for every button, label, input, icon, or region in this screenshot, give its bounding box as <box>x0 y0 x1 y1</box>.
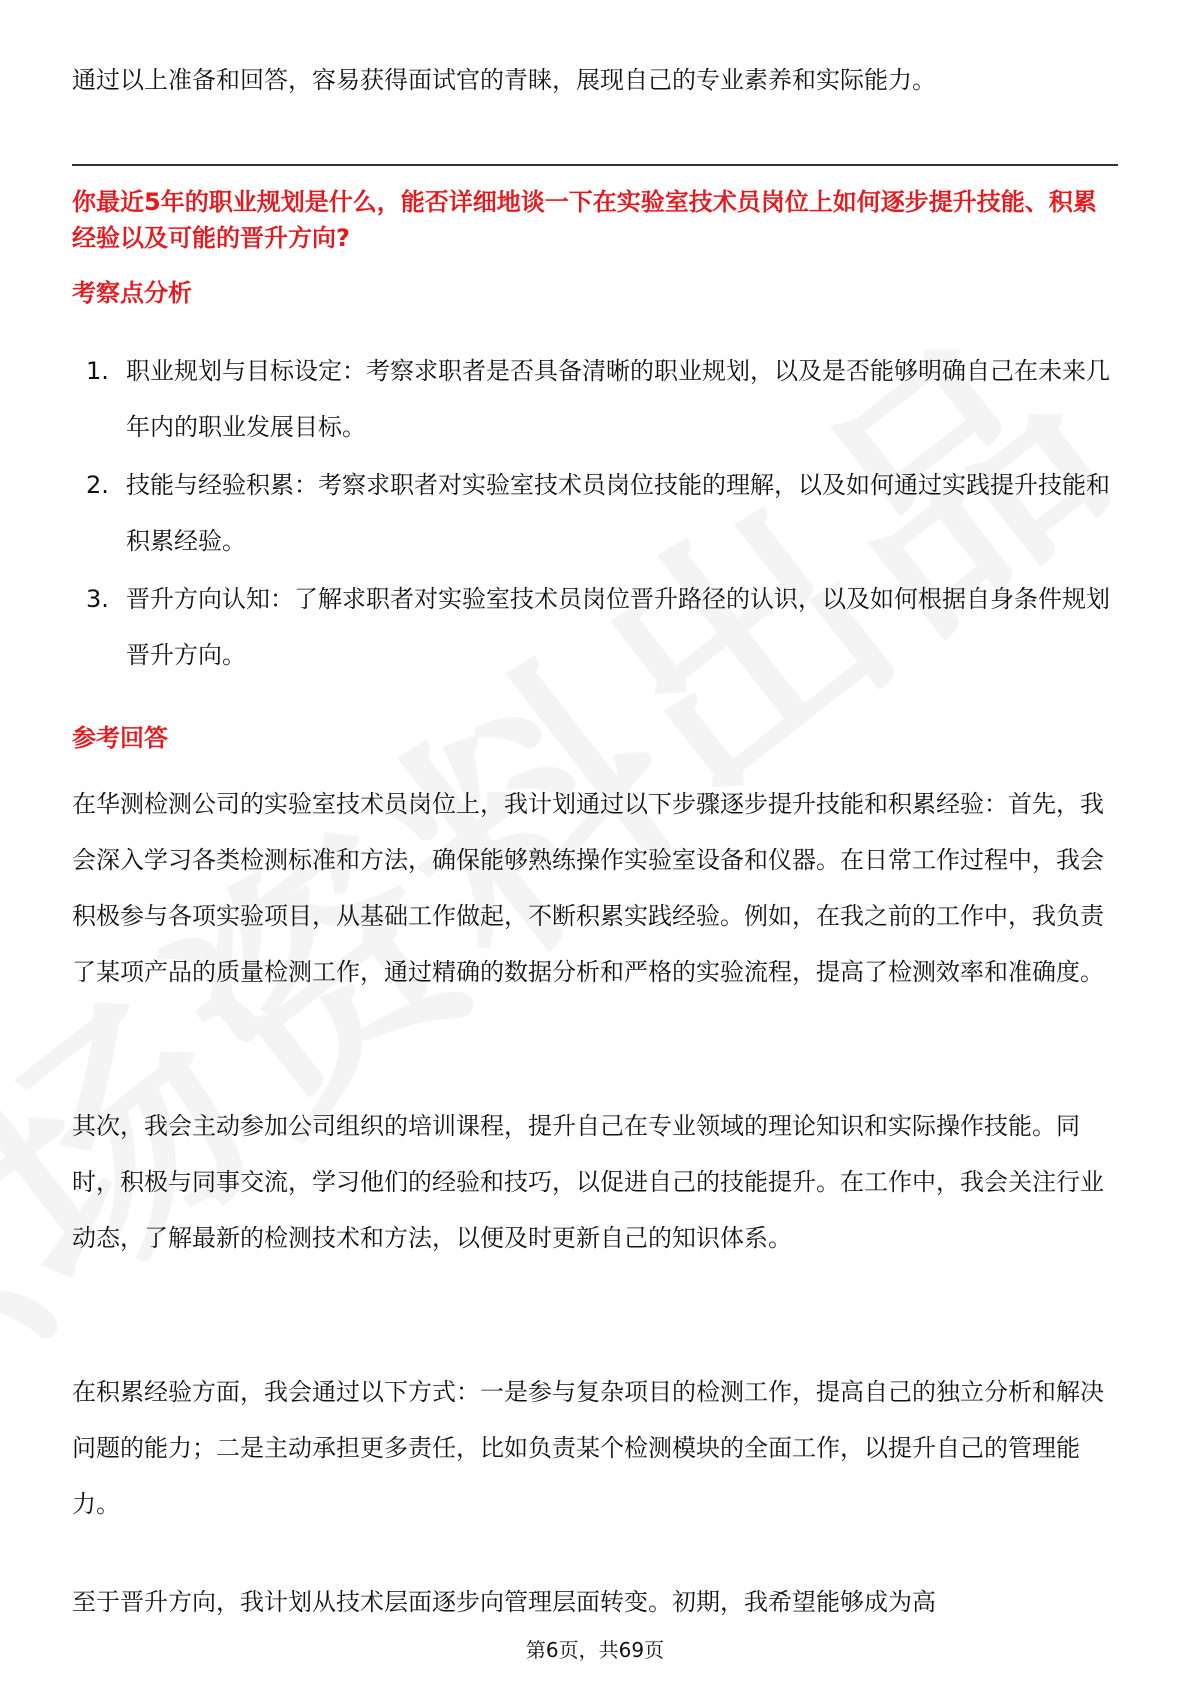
list-number: 3. <box>86 585 109 613</box>
analysis-point-text: 技能与经验积累：考察求职者对实验室技术员岗位技能的理解，以及如何通过实践提升技能和积累经验。 <box>126 471 1110 555</box>
page-number-footer: 第6页，共69页 <box>525 1638 665 1662</box>
question-heading: 你最近5年的职业规划是什么，能否详细地谈一下在实验室技术员岗位上如何逐步提升技能、积累经验以及可能的晋升方向? <box>72 188 1097 252</box>
analysis-heading: 考察点分析 <box>72 279 192 307</box>
analysis-point <box>72 571 1118 683</box>
intro-paragraph: 通过以上准备和回答，容易获得面试官的青睐，展现自己的专业素养和实际能力。 <box>72 66 936 94</box>
analysis-point-text: 晋升方向认知：了解求职者对实验室技术员岗位晋升路径的认识，以及如何根据自身条件规划晋升方向。 <box>126 585 1110 669</box>
answer-heading: 参考回答 <box>72 724 168 752</box>
answer-paragraph: 在华测检测公司的实验室技术员岗位上，我计划通过以下步骤逐步提升技能和积累经验：首先，我会深入学习各类检测标准和方法，确保能够熟练操作实验室设备和仪器。在日常工作过程中，我会积极参与各项实验项目，从基础工作做起，不断积累实践经验。例如，在我之前的工作中，我负责了某项产品的质量检测工作，通过精确的数据分析和严格的实验流程，提高了检测效率和准确度。 <box>72 790 1104 986</box>
analysis-list <box>72 343 1118 685</box>
analysis-point <box>72 457 1118 569</box>
analysis-point-text: 职业规划与目标设定：考察求职者是否具备清晰的职业规划，以及是否能够明确自己在未来几年内的职业发展目标。 <box>126 357 1110 441</box>
answer-paragraph: 在积累经验方面，我会通过以下方式：一是参与复杂项目的检测工作，提高自己的独立分析和解决问题的能力；二是主动承担更多责任，比如负责某个检测模块的全面工作，以提升自己的管理能力。 <box>72 1378 1104 1518</box>
analysis-point <box>72 343 1118 455</box>
list-number: 2. <box>86 471 109 499</box>
answer-paragraph: 其次，我会主动参加公司组织的培训课程，提升自己在专业领域的理论知识和实际操作技能。同时，积极与同事交流，学习他们的经验和技巧，以促进自己的技能提升。在工作中，我会关注行业动态，了解最新的检测技术和方法，以便及时更新自己的知识体系。 <box>72 1112 1104 1252</box>
list-number: 1. <box>86 357 109 385</box>
answer-paragraph: 至于晋升方向，我计划从技术层面逐步向管理层面转变。初期，我希望能够成为高 <box>72 1588 936 1616</box>
section-divider <box>72 164 1118 166</box>
